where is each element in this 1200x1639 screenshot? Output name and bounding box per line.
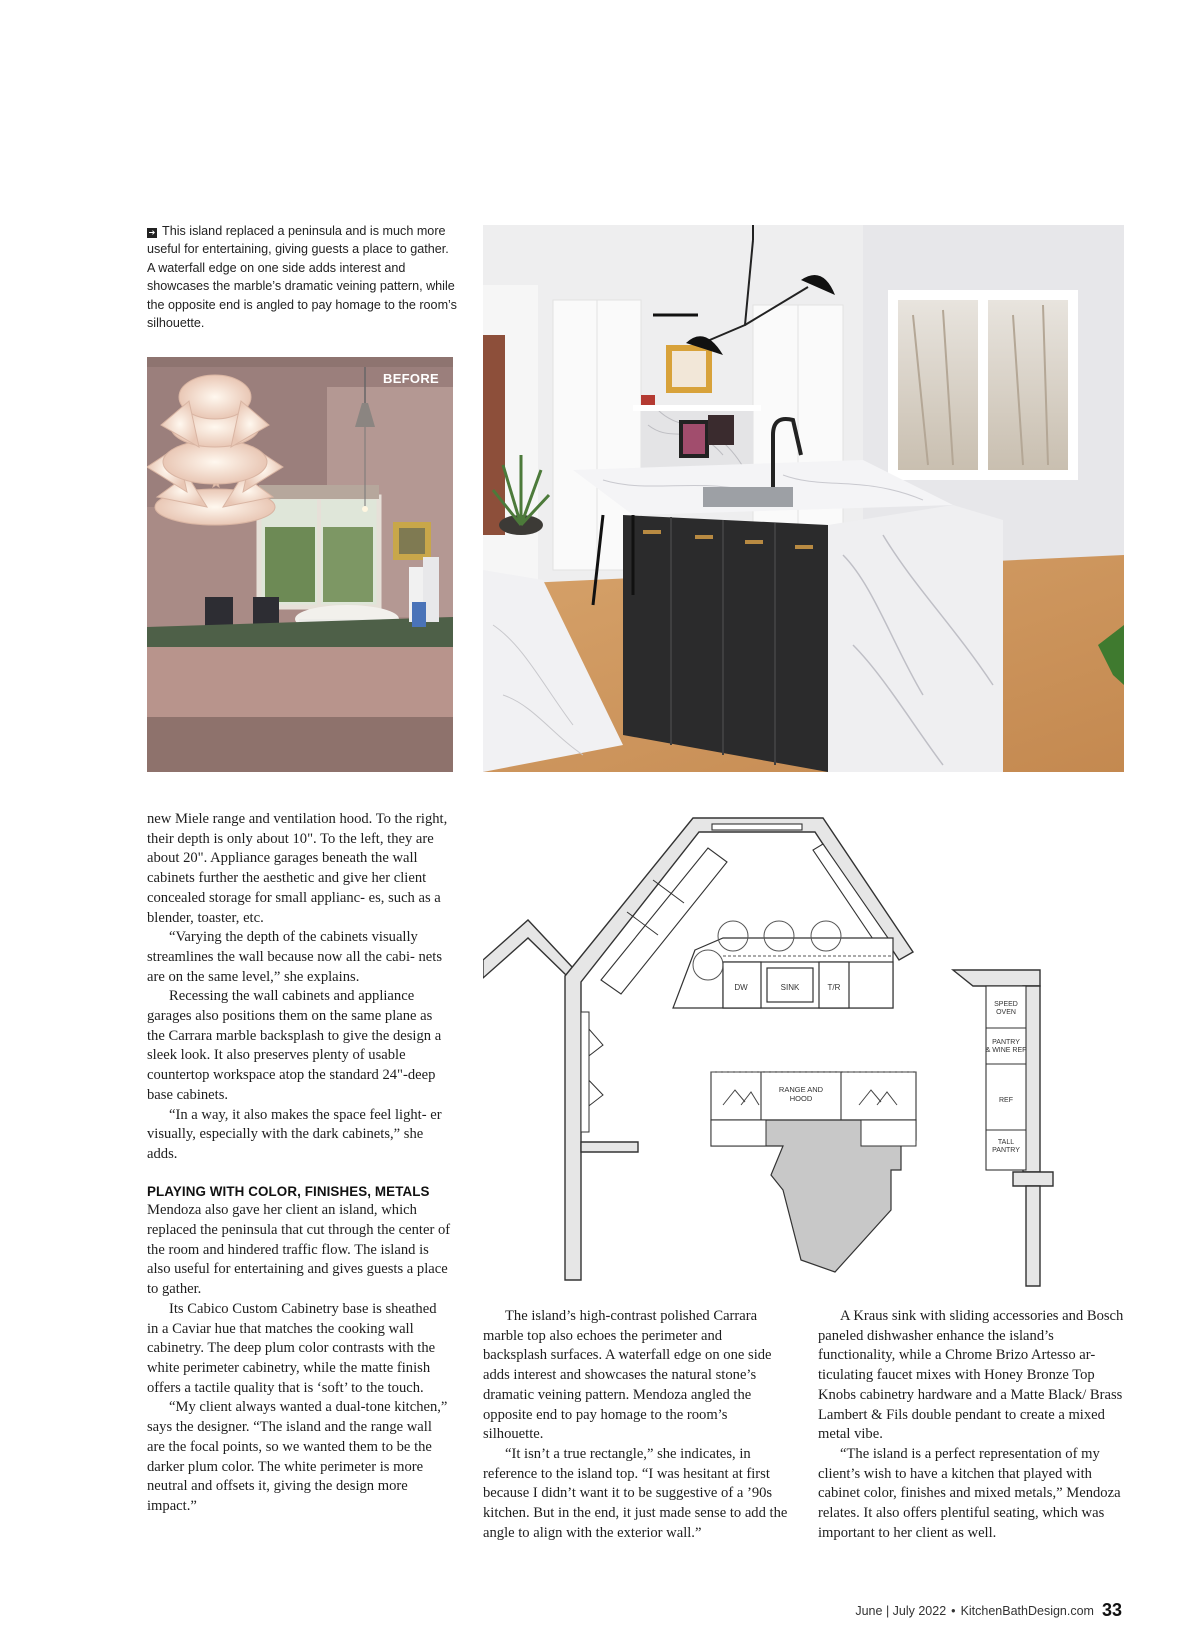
paragraph: Recessing the wall cabinets and appliance garages also positions them on the same plane as the Carrara marble backsplash to give the design a sleek look. It also preserves plenty of usable countertop workspace atop the standard 24"-deep base cabinets. (147, 988, 442, 1103)
body-column-left (147, 810, 451, 1517)
plan-label-speed-oven-1: SPEED (994, 1001, 1018, 1008)
kitchen-island-photo (483, 225, 1124, 772)
footer-separator: • (951, 1604, 956, 1618)
paragraph: “My client always wanted a dual-tone kitchen,” says the designer. “The island and the range wall are the focal points, so we wanted them to be the darker plum color. The white perimeter is more neutral and offsets it, giving the design more impact.” (147, 1399, 448, 1514)
caption-text: This island replaced a peninsula and is much more useful for entertaining, giving guests a place to gather. A waterfall edge on one side adds interest and showcases the marble’s dramatic veining pattern, while the opposite end is angled to pay homage to the room’s silhouette. (147, 224, 457, 331)
plan-label-dw: DW (734, 983, 748, 992)
paragraph: “In a way, it also makes the space feel light- er visually, especially with the dark cabinets,” she adds. (147, 1106, 442, 1162)
photo-caption (147, 222, 457, 332)
plan-label-pantry-2: & WINE REF (985, 1047, 1027, 1054)
before-photo (147, 357, 453, 772)
paragraph: Its Cabico Custom Cabinetry base is sheathed in a Caviar hue that matches the cooking wall cabinetry. The deep plum color contrasts with the white perimeter cabinetry, while the matte finish offers a tactile quality that is ‘soft’ to the touch. (147, 1300, 437, 1396)
page-number: 33 (1101, 1600, 1122, 1620)
website-link[interactable]: KitchenBathDesign.com (960, 1604, 1094, 1618)
page-footer (855, 1600, 1122, 1621)
paragraph: The island’s high-contrast polished Carrara marble top also echoes the perimeter and backsplash surfaces. A waterfall edge on one side adds interest and showcases the natural stone’s dramatic veining pattern. Mendoza angled the opposite end to pay homage to the room’s silhouette. (483, 1308, 772, 1443)
plan-label-range-2: HOOD (789, 1094, 813, 1103)
plan-label-tall-pantry-2: PANTRY (992, 1147, 1020, 1154)
plan-label-tr: T/R (827, 983, 841, 992)
paragraph: A Kraus sink with sliding accessories and Bosch paneled dishwasher enhance the island’s functionality, while a Chrome Brizo Artesso ar- ticulating faucet mixes with Honey Bronze Top Knobs cabinetry hardware and a Matte Black/ Brass Lambert & Fils double pendant to create a mixed metal vibe. (818, 1308, 1124, 1443)
floor-plan-diagram (483, 810, 1124, 1290)
paragraph: “The island is a perfect representation of my client’s wish to have a kitchen that played with cabinet color, finishes and mixed metals,” Mendoza relates. It also offers plentiful seating, which was important to her client as well. (818, 1445, 1121, 1541)
issue-date: June | July 2022 (855, 1604, 947, 1618)
paragraph: Mendoza also gave her client an island, which replaced the peninsula that cut through the center of the room and hindered traffic flow. The island is also useful for entertaining and gives guests a place to gather. (147, 1202, 451, 1298)
section-heading: PLAYING WITH COLOR, FINISHES, METALS (147, 1183, 430, 1199)
paragraph: “Varying the depth of the cabinets visually streamlines the wall because now all the cabi- nets are on the same level,” she explains. (147, 929, 443, 985)
paragraph: new Miele range and ventilation hood. To the right, their depth is only about 10". To the left, they are about 20". Appliance garages beneath the wall cabinets further the aesthetic and give her client concealed storage for small applianc- es, such as a blender, toaster, etc. (147, 811, 448, 926)
plan-label-range-1: RANGE AND (778, 1085, 824, 1094)
caption-arrow-icon: ➔ (148, 228, 156, 237)
plan-label-speed-oven-2: OVEN (996, 1009, 1016, 1016)
plan-label-ref: REF (999, 1097, 1013, 1104)
paragraph: “It isn’t a true rectangle,” she indicates, in reference to the island top. “I was hesitant at first because I didn’t want it to be suggestive of a ’90s kitchen. But in the end, it just made sense to add the angle to align with the exterior wall.” (483, 1445, 788, 1541)
body-column-right (818, 1307, 1124, 1543)
plan-label-sink: SINK (780, 983, 800, 992)
body-column-middle (483, 1307, 789, 1543)
before-label: BEFORE (383, 371, 439, 386)
plan-label-tall-pantry-1: TALL (997, 1139, 1015, 1146)
plan-label-pantry-1: PANTRY (992, 1039, 1020, 1046)
